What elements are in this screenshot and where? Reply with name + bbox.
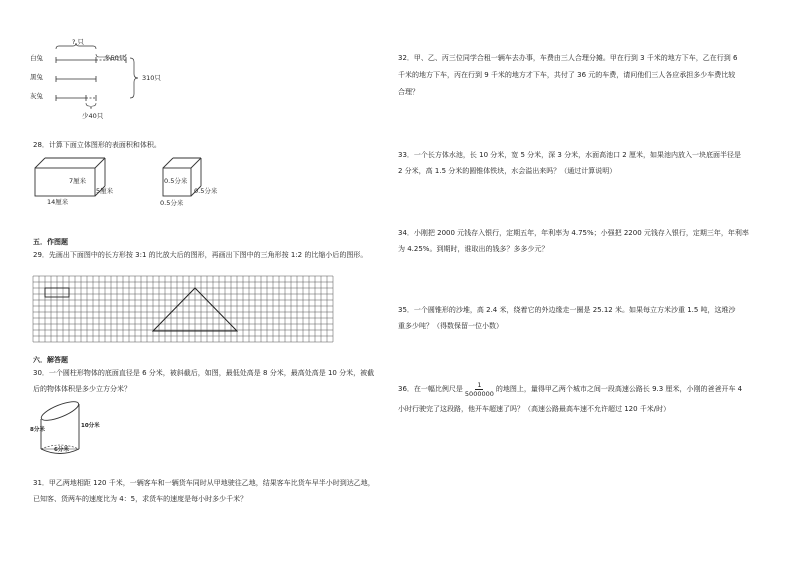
q36-line2: 小时行驶完了这段路，他开车超速了吗？（高速公路最高车速不允许超过 120 千米/时） — [398, 405, 671, 413]
q29-grid — [33, 276, 345, 350]
q31-line2: 已知客、货两车的速度比为 4：5，求货车的速度是每小时多少千米？ — [33, 495, 248, 503]
q36-frac-den: 5000000 — [464, 390, 494, 398]
q32-line3: 合理？ — [398, 88, 419, 96]
cyl-diam-label: 6分米 — [54, 447, 69, 453]
q36-fraction — [465, 381, 494, 398]
cyl-high-label: 10分米 — [81, 423, 100, 429]
q33-line1: 33．一个长方体水池，长 10 分米，宽 5 分米，深 3 分米，水面高池口 2 厘米，如果池内放入一块底面半径是 — [398, 151, 741, 159]
q28-text: 28．计算下面立体图形的表面积和体积。 — [33, 141, 161, 149]
q34-line1: 34．小刚把 2000 元钱存入银行，定期五年，年利率为 4.75%；小强把 2200 元钱存入银行，定期三年，年利率 — [398, 229, 749, 237]
q30-figure — [30, 398, 110, 462]
q27-total-label: 310只 — [142, 74, 161, 82]
q27-black-label: 黑兔 — [30, 73, 43, 81]
q36-post: 的地图上，量得甲乙两个城市之间一段高速公路长 9.3 厘米，小刚的爸爸开车 4 — [495, 385, 743, 393]
q27-gray-label: 灰兔 — [30, 92, 43, 100]
q29-text: 29．先画出下面图中的长方形按 3:1 的比放大后的图形，再画出下图中的三角形按 1:2 的比缩小后的图形。 — [33, 251, 368, 259]
q32-line1: 32．甲、乙、丙三位同学合租一辆车去办事，车费由三人合理分摊。甲在行到 3 千米的地方下车，乙在行到 6 — [398, 54, 738, 62]
q36-pre: 36．在一幅比例尺是 — [398, 385, 463, 393]
q34-line2: 为 4.25%。到期时，谁取出的钱多？多多少元？ — [398, 245, 549, 253]
q32-line2: 千米的地方下车，丙在行到 9 千米的地方才下车，共付了 36 元的车费，请问他们三人各应承担多少车费比较 — [398, 71, 736, 79]
q36-frac-num: 1 — [477, 381, 482, 389]
q27-less-label: 少40只 — [82, 112, 104, 120]
q35-line1: 35．一个圆锥形的沙堆，高 2.4 米，绕着它的外边缘走一圈是 25.12 米。如果每立方米沙重 1.5 吨，这堆沙 — [398, 306, 736, 314]
cube-label-3: 0.5分米 — [160, 199, 184, 207]
section-5-heading: 五．作图题 — [33, 238, 68, 246]
cuboid-height-label: 7厘米 — [69, 177, 87, 185]
q33-line2: 2 分米，高 1.5 分米的圆锥体铁块，水会溢出来吗？（通过计算说明） — [398, 167, 617, 175]
cube-label-2: 0.5分米 — [194, 187, 218, 195]
q30-line2: 后的物体体积是多少立方分米？ — [33, 385, 131, 393]
q27-top-label: ? 只 — [72, 38, 85, 46]
q28-cube-figure — [158, 155, 228, 210]
q27-more-label: 多50只 — [104, 54, 126, 62]
q27-white-label: 白兔 — [30, 54, 43, 62]
cyl-low-label: 8分米 — [30, 427, 45, 433]
q35-line2: 重多少吨？（得数保留一位小数） — [398, 322, 503, 330]
q27-diagram — [30, 36, 190, 122]
q30-line1: 30．一个圆柱形物体的底面直径是 6 分米，被斜截后，如图，最低处高是 8 分米，最高处高是 10 分米，被截 — [33, 369, 375, 377]
q28-cuboid-figure — [30, 155, 120, 207]
cube-label-1: 0.5分米 — [164, 177, 188, 185]
section-6-heading: 六．解答题 — [33, 356, 68, 364]
q27-lines — [30, 36, 190, 122]
cuboid-length-label: 14厘米 — [47, 198, 69, 206]
cuboid-width-label: 5厘米 — [96, 187, 114, 195]
q36-line1 — [398, 381, 742, 398]
q31-line1: 31．甲乙两地相距 120 千米，一辆客车和一辆货车同时从甲地驶往乙地，结果客车比货车早半小时到达乙地， — [33, 479, 375, 487]
